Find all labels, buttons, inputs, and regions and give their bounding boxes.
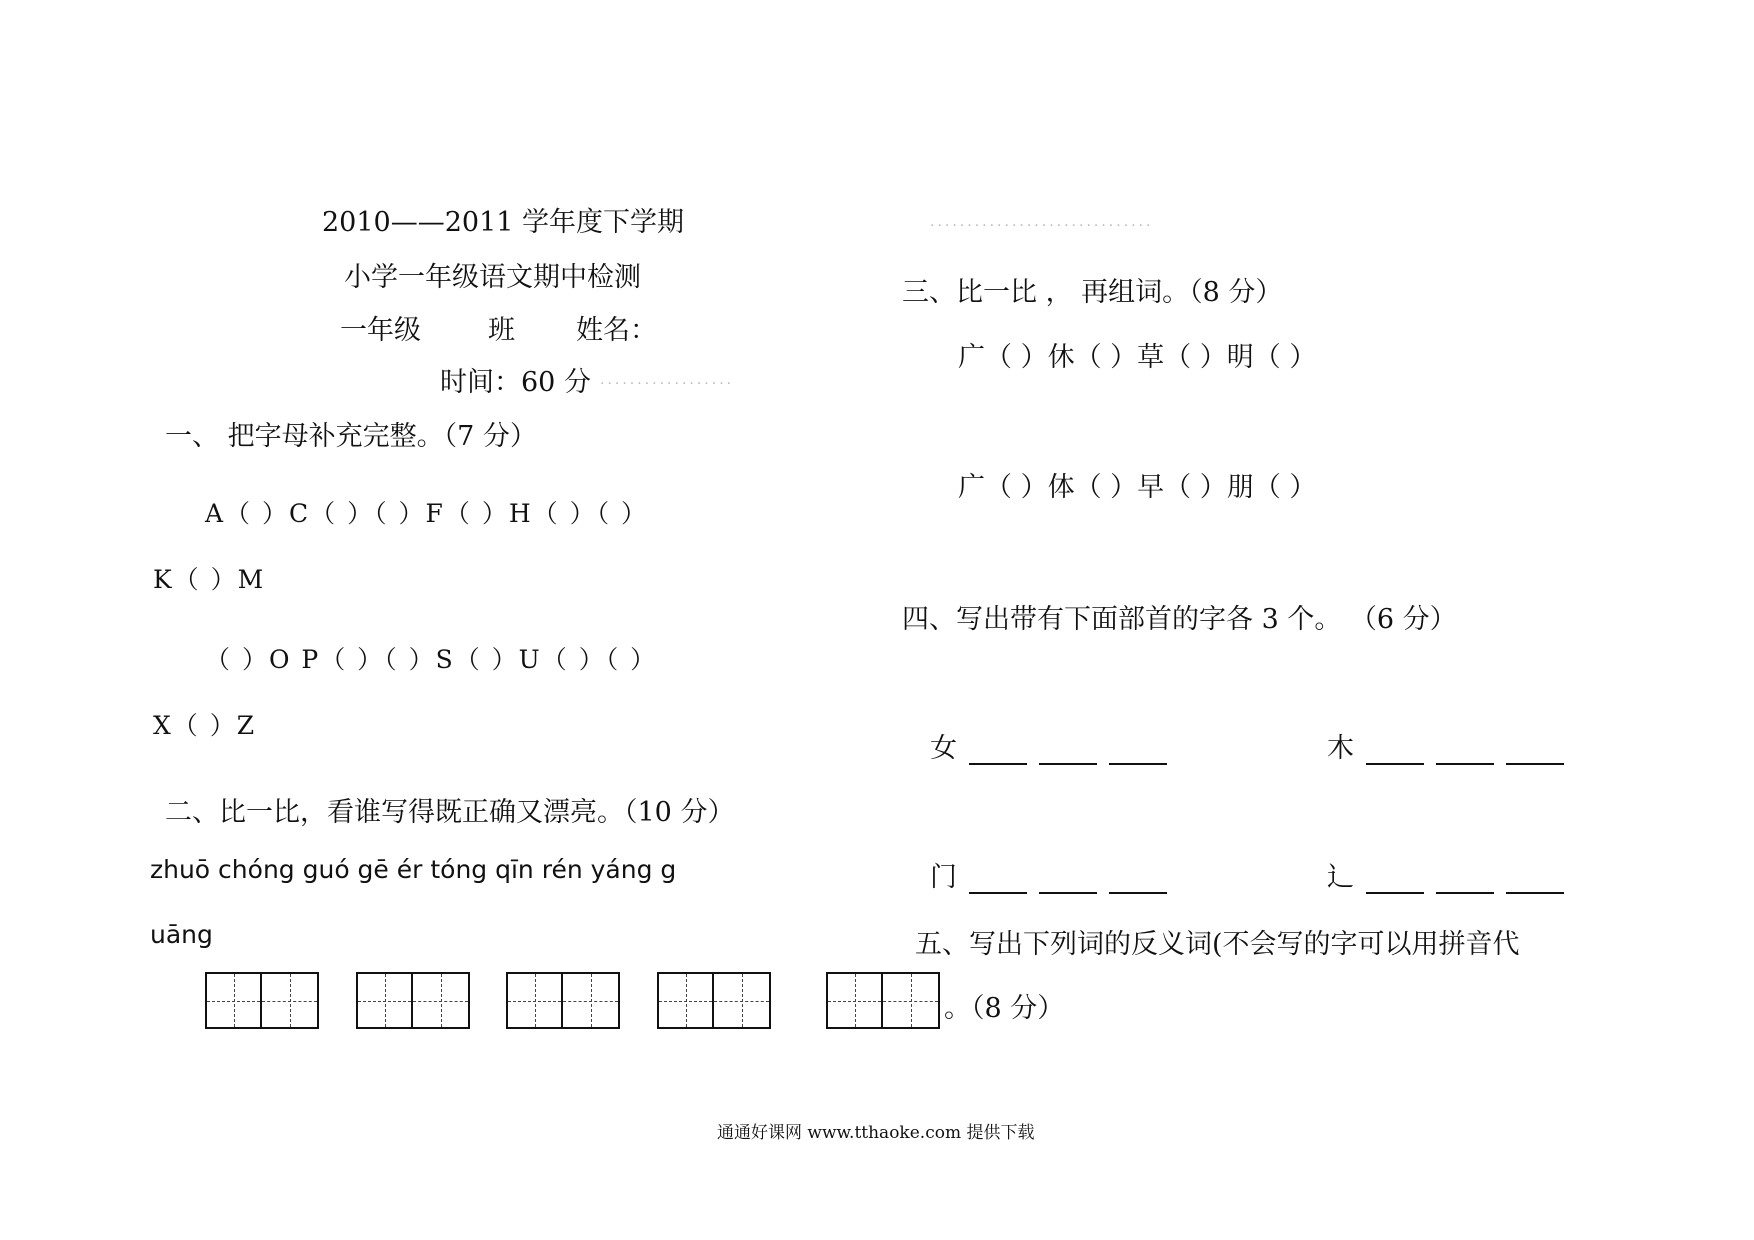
answer-blank[interactable] xyxy=(1436,868,1494,894)
grid-cell[interactable] xyxy=(262,972,319,1029)
answer-blank[interactable] xyxy=(1109,868,1167,894)
section5-heading-cont: 。（8 分） xyxy=(944,993,1065,1024)
exam-title-line1: 2010——2011 学年度下学期 xyxy=(322,207,685,238)
writing-grid-5[interactable] xyxy=(826,972,940,1030)
section2-heading: 二、比一比，看谁写得既正确又漂亮。（10 分） xyxy=(165,797,735,828)
grid-cell[interactable] xyxy=(563,972,620,1029)
answer-blank[interactable] xyxy=(1366,739,1424,765)
answer-blank[interactable] xyxy=(1109,739,1167,765)
grade-label: 一年级 xyxy=(340,315,421,346)
exam-title-line2: 小学一年级语文期中检测 xyxy=(344,262,641,293)
writing-grid-1[interactable] xyxy=(205,972,319,1030)
grid-cell[interactable] xyxy=(413,972,470,1029)
dotted-leader: ·················· xyxy=(600,376,735,392)
time-label: 时间：60 分 xyxy=(440,367,591,398)
writing-grid-2[interactable] xyxy=(356,972,470,1030)
radical-men: 门 xyxy=(930,862,957,893)
writing-grid-4[interactable] xyxy=(657,972,771,1030)
writing-grid-3[interactable] xyxy=(506,972,620,1030)
radical-mu: 木 xyxy=(1327,733,1354,764)
letters-row-3: （ ）O P（ ）（ ）S（ ）U（ ）（ ） xyxy=(205,645,658,674)
radical-row-2 xyxy=(930,855,1167,894)
grid-cell[interactable] xyxy=(356,972,413,1029)
section4-heading: 四、写出带有下面部首的字各 3 个。 （6 分） xyxy=(902,604,1457,635)
radical-nv: 女 xyxy=(930,733,957,764)
pinyin-line-2: uāng xyxy=(150,920,213,949)
section3-heading: 三、比一比 ， 再组词。（8 分） xyxy=(902,277,1283,308)
class-label: 班 xyxy=(488,315,515,346)
letters-row-1: A（ ）C（ ）（ ）F（ ）H（ ）（ ） xyxy=(205,499,649,528)
radical-chuo: 辶 xyxy=(1327,862,1354,893)
grid-cell[interactable] xyxy=(714,972,771,1029)
answer-blank[interactable] xyxy=(969,868,1027,894)
grid-cell[interactable] xyxy=(883,972,940,1029)
radical-row-2b xyxy=(1327,855,1564,894)
radical-row-1b xyxy=(1327,726,1564,765)
section5-heading: 五、写出下列词的反义词(不会写的字可以用拼音代 xyxy=(915,929,1520,960)
section1-heading: 一、 把字母补充完整。（7 分） xyxy=(165,421,537,452)
name-label: 姓名： xyxy=(576,315,657,346)
grid-cell[interactable] xyxy=(506,972,563,1029)
answer-blank[interactable] xyxy=(1506,739,1564,765)
answer-blank[interactable] xyxy=(969,739,1027,765)
footer-credit: 通通好课网 www.tthaoke.com 提供下载 xyxy=(717,1123,1035,1143)
answer-blank[interactable] xyxy=(1436,739,1494,765)
grid-cell[interactable] xyxy=(657,972,714,1029)
grid-cell[interactable] xyxy=(205,972,262,1029)
letters-row-4: X（ ）Z xyxy=(153,711,257,740)
answer-blank[interactable] xyxy=(1039,868,1097,894)
compare-row-1: 广（ ）休（ ）草（ ）明（ ） xyxy=(958,342,1317,373)
letters-row-2: K（ ）M xyxy=(153,565,266,594)
dotted-leader: ······························ xyxy=(930,218,1154,234)
answer-blank[interactable] xyxy=(1039,739,1097,765)
pinyin-line-1: zhuō chóng guó gē ér tóng qīn rén yáng g xyxy=(150,855,677,884)
grid-cell[interactable] xyxy=(826,972,883,1029)
answer-blank[interactable] xyxy=(1366,868,1424,894)
compare-row-2: 广（ ）体（ ）早（ ）朋（ ） xyxy=(958,472,1317,503)
answer-blank[interactable] xyxy=(1506,868,1564,894)
radical-row-1 xyxy=(930,726,1167,765)
